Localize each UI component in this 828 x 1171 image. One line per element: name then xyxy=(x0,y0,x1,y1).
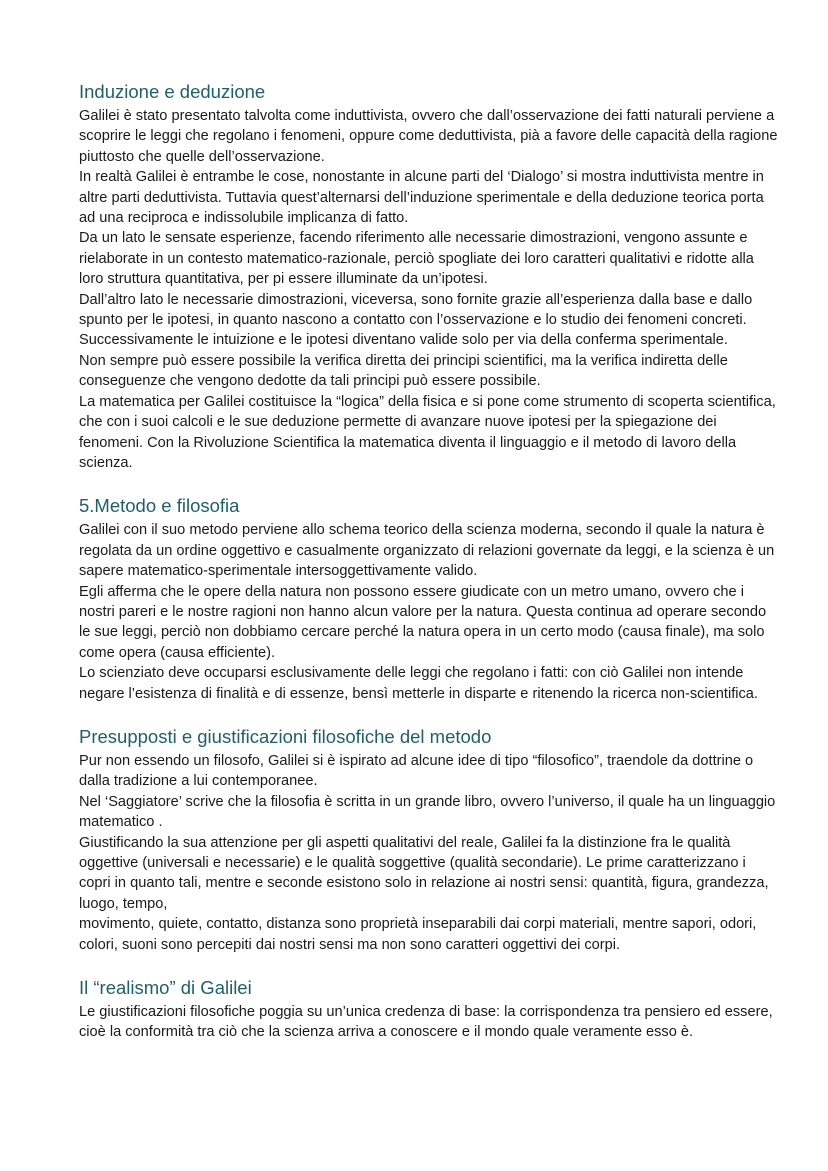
paragraph: Galilei con il suo metodo perviene allo schema teorico della scienza moderna, secondo il quale la natura è regolata da un ordine oggettivo e casualmente organizzato di relazioni governate da leggi, e la scienza è un sapere matematico-sperimentale intersoggettivamente valido. xyxy=(79,522,775,580)
paragraph: Nel ‘Saggiatore’ scrive che la filosofia è scritta in un grande libro, ovvero l’universo, il quale ha un linguaggio matematico . xyxy=(79,793,776,831)
paragraph: In realtà Galilei è entrambe le cose, nonostante in alcune parti del ‘Dialogo’ si mostra induttivista mentre in altre parti deduttivista. Tuttavia quest’alternarsi dell’induzione sperimentale e della deduzione teorica porta ad una reciproca e indissolubile implicanza di fatto. xyxy=(79,169,764,227)
section-heading: Il “realismo” di Galilei xyxy=(79,977,252,999)
section-induzione-deduzione xyxy=(79,80,778,473)
section-metodo-filosofia xyxy=(79,494,778,704)
paragraph: Non sempre può essere possibile la verifica diretta dei principi scientifici, ma la verifica indiretta delle conseguenze che vengono dedotte da tali principi può essere possibile. xyxy=(79,352,728,390)
paragraph: Egli afferma che le opere della natura non possono essere giudicate con un metro umano, ovvero che i nostri pareri e le nostre ragioni non hanno alcun valore per la natura. Questa continua ad operare secondo le sue leggi, perciò non dobbiamo cercare perché la natura opera in un certo modo (causa finale), ma solo come opera (causa efficiente). xyxy=(79,583,767,661)
paragraph: Pur non essendo un filosofo, Galilei si è ispirato ad alcune idee di tipo “filosofico”, traendole da dottrine o dalla tradizione a lui contemporanee. xyxy=(79,752,754,790)
section-heading: Presupposti e giustificazioni filosofiche del metodo xyxy=(79,725,492,747)
paragraph: Dall’altro lato le necessarie dimostrazioni, viceversa, sono fornite grazie all’esperienza dalla base e dallo spunto per le ipotesi, in quanto nascono a contatto con l’osservazione e lo studio dei fenomeni concreti. Successivamente le intuizione e le ipotesi diventano valide solo per via della conferma sperimentale. xyxy=(79,291,753,349)
paragraph: movimento, quiete, contatto, distanza sono proprietà inseparabili dai corpi materiali, mentre sapori, odori, colori, suoni sono percepiti dai nostri sensi ma non sono caratteri oggettivi dei corpi. xyxy=(79,916,757,953)
paragraph: Galilei è stato presentato talvolta come induttivista, ovvero che dall’osservazione dei fatti naturali perviene a scoprire le leggi che regolano i fenomeni, oppure come deduttivista, pià a favore delle capacità della ragione piuttosto che quelle dell’osservazione. xyxy=(79,108,778,165)
paragraph: Le giustificazioni filosofiche poggia su un’unica credenza di base: la corrispondenza tra pensiero ed essere, cioè la conformità tra ciò che la scienza arriva a conoscere e il mondo quale veramente esso è. xyxy=(79,1004,773,1041)
paragraph: Lo scienziato deve occuparsi esclusivamente delle leggi che regolano i fatti: con ciò Galilei non intende negare l’esistenza di finalità e di essenze, bensì metterle in disparte e ritenendo la ricerca non-scientifica. xyxy=(79,665,758,702)
paragraph: La matematica per Galilei costituisce la “logica” della fisica e si pone come strumento di scoperta scientifica, che con i suoi calcoli e le sue deduzione permette di avanzare nuove ipotesi per la spiegazione dei fenomeni. Con la Rivoluzione Scientifica la matematica diventa il linguaggio e il metodo di lavoro della scienza. xyxy=(79,393,776,471)
section-heading: 5.Metodo e filosofia xyxy=(79,495,240,517)
section-presupposti xyxy=(79,725,778,955)
section-realismo xyxy=(79,976,778,1043)
paragraph: Giustificando la sua attenzione per gli aspetti qualitativi del reale, Galilei fa la distinzione fra le qualità oggettive (universali e necessarie) e le qualità soggettive (qualità secondarie). Le prime caratterizzano i copri in quanto tali, mentre e seconde esistono solo in relazione ai nostri sensi: quantità, figura, grandezza, luogo, tempo, xyxy=(79,834,769,912)
paragraph: Da un lato le sensate esperienze, facendo riferimento alle necessarie dimostrazioni, vengono assunte e rielaborate in un contesto matematico-razionale, perciò spogliate dei loro caratteri qualitativi e ridotte alla loro struttura quantitativa, per pi essere illuminate da un’ipotesi. xyxy=(79,230,754,288)
section-heading: Induzione e deduzione xyxy=(79,81,266,102)
